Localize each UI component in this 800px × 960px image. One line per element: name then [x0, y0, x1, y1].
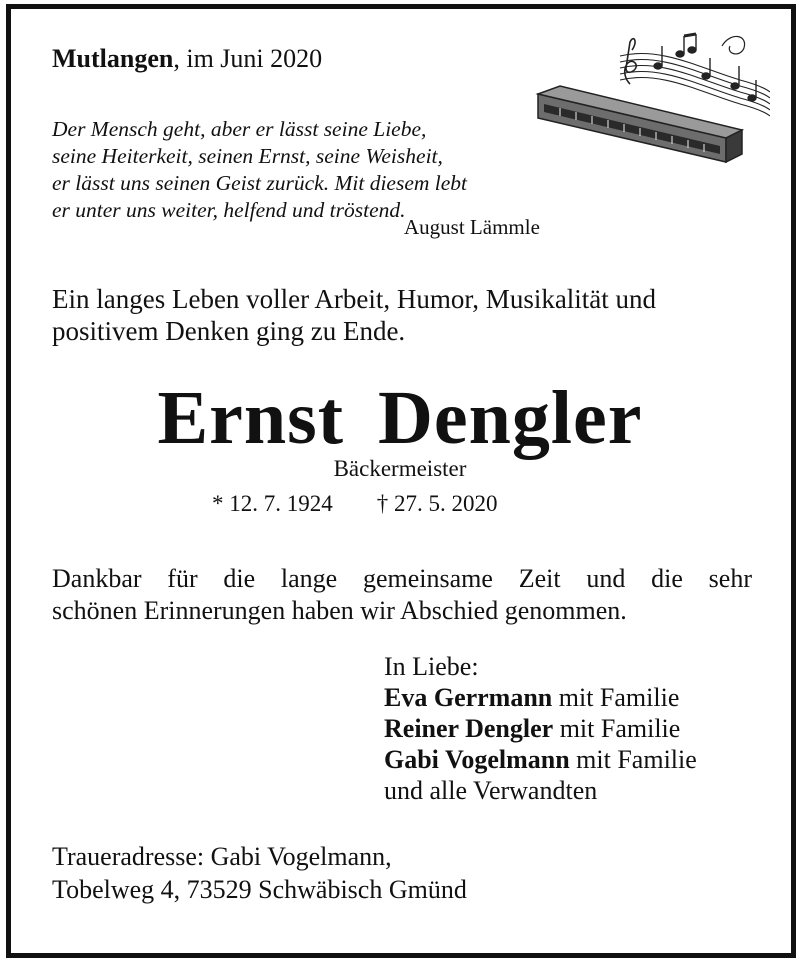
harmonica-body	[538, 86, 742, 162]
thanks-line: schönen Erinnerungen haben wir Abschied genommen.	[52, 596, 627, 625]
signers-intro: In Liebe:	[384, 652, 479, 681]
quote-line: er lässt uns seinen Geist zurück. Mit diesem lebt	[52, 171, 468, 195]
intro-line: Ein langes Leben voller Arbeit, Humor, Musikalität und	[52, 284, 657, 314]
signer-suffix: mit Familie	[569, 745, 697, 774]
mourning-address	[52, 840, 467, 906]
place-date-line	[52, 44, 322, 74]
signer-name: Eva Gerrmann	[384, 683, 553, 712]
signer-row	[384, 744, 697, 775]
intro-text	[52, 283, 656, 347]
place-name: Mutlangen	[52, 44, 174, 73]
quote-line: seine Heiterkeit, seinen Ernst, seine Weisheit,	[52, 144, 443, 168]
quote-author: August Lämmle	[404, 215, 540, 239]
address-line-1: Traueradresse: Gabi Vogelmann,	[52, 842, 392, 871]
date-text: , im Juni 2020	[173, 44, 323, 73]
deceased-name: Ernst Dengler	[157, 376, 643, 460]
thanks-line: Dankbar für die lange gemeinsame Zeit und die sehr	[52, 564, 752, 593]
death-date: † 27. 5. 2020	[376, 491, 498, 516]
signer-name: Gabi Vogelmann	[384, 745, 570, 774]
address-line-2: Tobelweg 4, 73529 Schwäbisch Gmünd	[52, 875, 467, 904]
quote-line: Der Mensch geht, aber er lässt seine Liebe,	[52, 117, 427, 141]
signer-suffix: mit Familie	[552, 683, 680, 712]
signers-block	[384, 651, 697, 806]
signer-row	[384, 713, 697, 744]
signers-closing: und alle Verwandten	[384, 776, 598, 805]
quote-block	[52, 116, 467, 224]
signer-name: Reiner Dengler	[384, 714, 554, 743]
signer-suffix: mit Familie	[553, 714, 681, 743]
thanks-text	[52, 563, 752, 627]
deceased-profession: Bäckermeister	[333, 456, 467, 481]
quote-line: er unter uns weiter, helfend und tröstend.	[52, 198, 406, 222]
life-dates	[212, 491, 498, 517]
signer-row	[384, 682, 697, 713]
harmonica-with-music-notes-icon	[530, 28, 770, 178]
intro-line: positivem Denken ging zu Ende.	[52, 316, 406, 346]
birth-date: * 12. 7. 1924	[212, 491, 333, 516]
music-swirl	[722, 36, 745, 53]
